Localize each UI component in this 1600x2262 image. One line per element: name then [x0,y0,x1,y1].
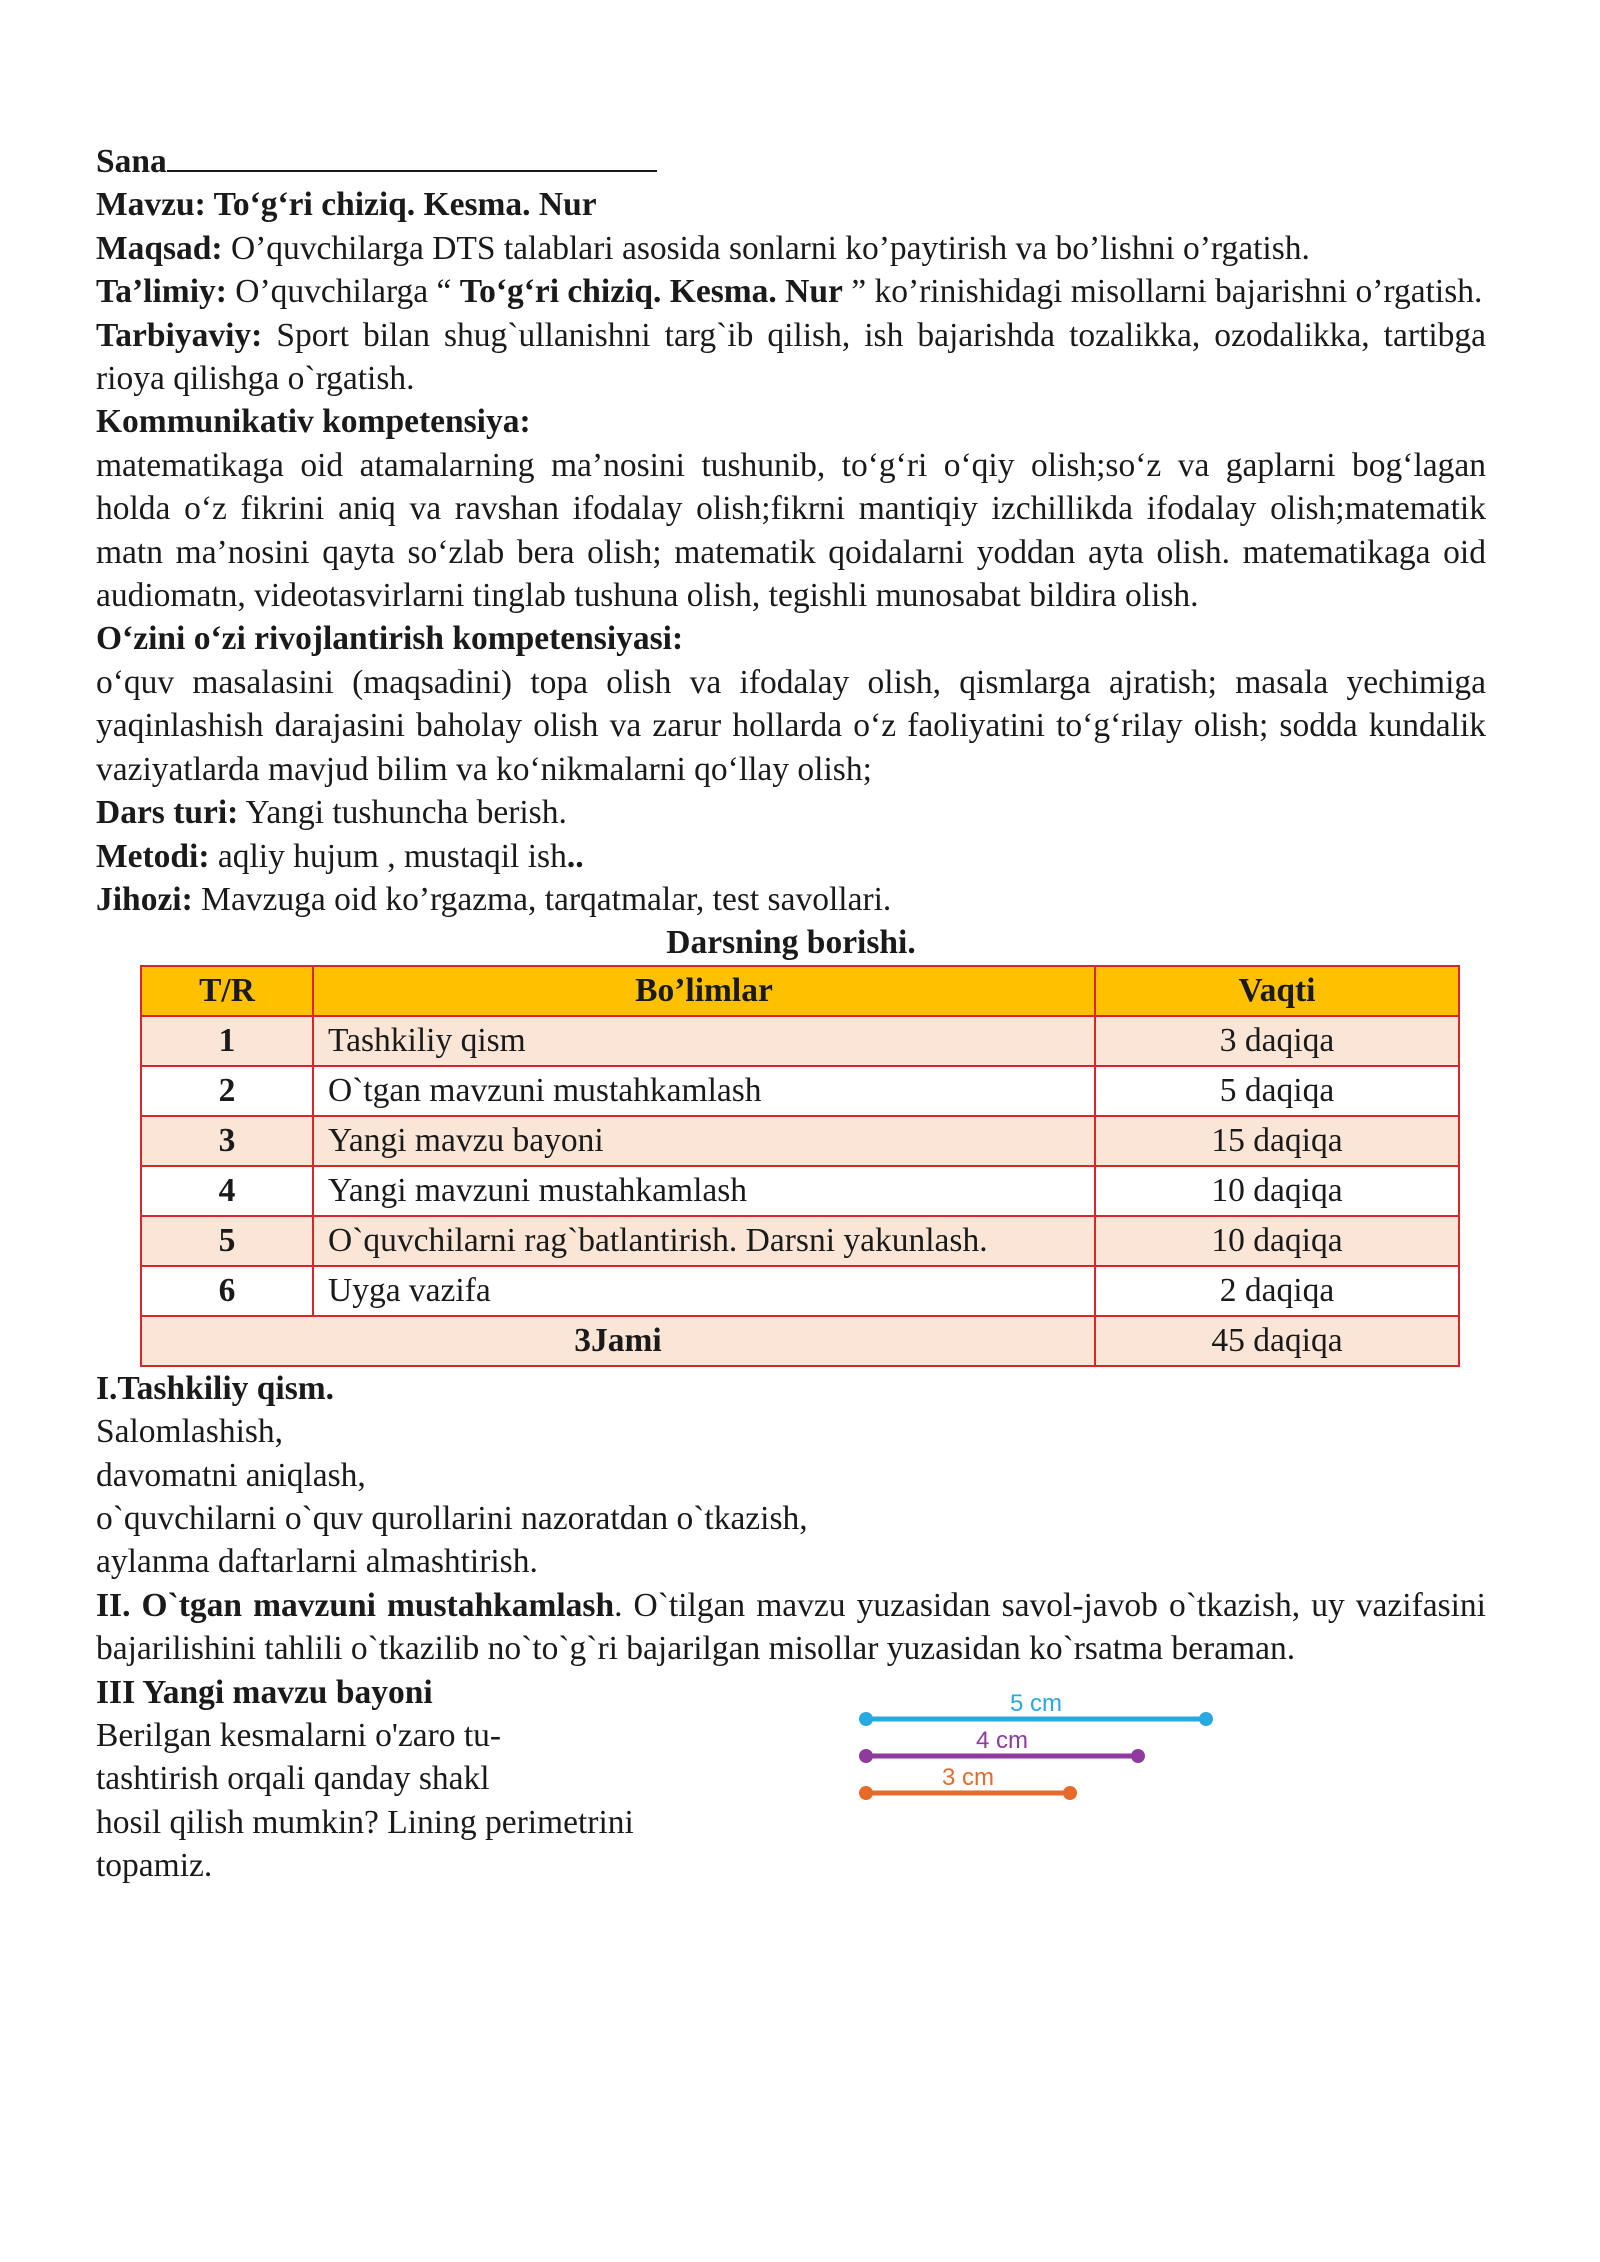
segment-endpoint [859,1749,873,1763]
row-number: 2 [141,1066,313,1116]
header-time: Vaqti [1095,966,1459,1016]
section1-item: aylanma daftarlarni almashtirish. [96,1543,538,1581]
segment-label: 3 cm [941,1763,995,1791]
table-row [141,1166,1459,1216]
section3-line: Berilgan kesmalarni o'zaro tu- [96,1716,502,1754]
table-row [141,1016,1459,1066]
total-label: 3Jami [141,1316,1095,1366]
date-row [96,140,1486,183]
section1-item: Salomlashish, [96,1413,284,1451]
segment-endpoint [1199,1712,1213,1726]
row-number: 5 [141,1216,313,1266]
edu-text-2: ” ko’rinishidagi misollarni bajarishni o’rgatish. [842,273,1483,311]
segment-endpoint [859,1786,873,1800]
section3-title-text: III Yangi mavzu bayoni [96,1673,433,1711]
topic-row [96,183,1486,226]
equip-label: Jihozi: [96,880,193,918]
row-number: 3 [141,1116,313,1166]
row-section: Uyga vazifa [313,1266,1095,1316]
section3-line: topamiz. [96,1847,213,1885]
edu-row [96,270,1486,313]
section1-item: o`quvchilarni o`quv qurollarini nazoratdan o`tkazish, [96,1499,808,1537]
table-total-row [141,1316,1459,1366]
self-label: O‘zini o‘zi rivojlantirish kompetensiyasi: [96,620,684,658]
row-section: O`tgan mavzuni mustahkamlash [313,1066,1095,1116]
edu-text-1: O’quvchilarga “ [235,273,460,311]
total-time: 45 daqiqa [1095,1316,1459,1366]
plan-title [96,921,1486,964]
row-section: Yangi mavzu bayoni [313,1116,1095,1166]
row-time: 15 daqiqa [1095,1116,1459,1166]
row-number: 4 [141,1166,313,1216]
date-label: Sana [96,143,167,180]
self-text: o‘quv masalasini (maqsadini) topa olish va ifodalay olish, qismlarga ajratish; masala yechimiga yaqinlashish darajasini baholay olish va zarur hollarda o‘z faoliyatini to‘g‘rilay olish; sodda kundalik vaziyatlarda mavjud bilim va ko‘nikmalarni qo‘llay olish; [96,663,1486,788]
upbringing-text: Sport bilan shug`ullanishni targ`ib qilish, ish bajarishda tozalikka, ozodalikka, tartibga rioya qilishga o`rgatish. [96,316,1486,398]
header-tr: T/R [141,966,313,1016]
comm-text: matematikaga oid atamalarning ma’nosini tushunib, to‘g‘ri o‘qiy olish;so‘z va gaplarni bog‘lagan holda o‘z fikrini aniq va ravshan ifodalay olish;fikrni mantiqiy izchillikda ifodalay olish;matematik matn ma’nosini qayta so‘zlab bera olish; matematik qoidalarni yoddan ayta olish. matematikaga oid audiomatn, videotasvirlarni tinglab tushuna olish, tegishli munosabat bildira olish. [96,446,1486,615]
self-heading [96,617,1486,660]
section2-text: . O`tilgan mavzu yuzasidan savol-javob o`tkazish, uy vazifasini bajarilishini tahlili o`tkazilib no`to`g`ri bajarilgan misollar yuzasidan ko`rsatma beraman. [96,1586,1486,1668]
segment-endpoint [1063,1786,1077,1800]
edu-topic: To‘g‘ri chiziq. Kesma. Nur [459,273,843,311]
plan-title-text: Darsning borishi. [666,924,916,962]
method-row [96,835,1486,878]
segment-endpoint [859,1712,873,1726]
section1-title-text: I.Tashkiliy qism. [96,1369,335,1407]
row-time: 3 daqiqa [1095,1016,1459,1066]
topic-value: To‘g‘ri chiziq. Kesma. Nur [213,186,597,224]
segment-endpoint [1131,1749,1145,1763]
section1-title [96,1367,1486,1410]
comm-heading [96,400,1486,443]
row-time: 10 daqiqa [1095,1216,1459,1266]
equip-text: Mavzuga oid ko’rgazma, tarqatmalar, test savollari. [201,880,892,918]
comm-label: Kommunikativ kompetensiya: [96,403,531,441]
goal-label: Maqsad: [96,229,223,267]
section3-line: hosil qilish mumkin? Lining perimetrini [96,1803,634,1841]
type-row [96,791,1486,834]
table-row [141,1216,1459,1266]
table-row [141,1266,1459,1316]
row-number: 6 [141,1266,313,1316]
type-label: Dars turi: [96,794,239,832]
table-header-row [141,966,1459,1016]
date-blank [167,140,657,172]
section3-question [96,1714,736,1888]
header-sections: Bo’limlar [313,966,1095,1016]
row-section: O`quvchilarni rag`batlantirish. Darsni yakunlash. [313,1216,1095,1266]
method-text: aqliy hujum , mustaqil ish [217,837,567,875]
row-time: 2 daqiqa [1095,1266,1459,1316]
segment-label: 5 cm [1009,1689,1063,1717]
section1-item: davomatni aniqlash, [96,1456,366,1494]
edu-label: Ta’limiy: [96,273,227,311]
row-time: 10 daqiqa [1095,1166,1459,1216]
section2 [96,1584,1486,1671]
section2-title: II. O`tgan mavzuni mustahkamlash [96,1586,615,1624]
type-text: Yangi tushuncha berish. [245,794,567,832]
section3 [96,1671,1486,1891]
section3-title [96,1671,1486,1714]
upbringing-row [96,314,1486,401]
upbringing-label: Tarbiyaviy: [96,316,263,354]
table-row [141,1066,1459,1116]
section3-line: tashtirish orqali qanday shakl [96,1760,490,1798]
method-label: Metodi: [96,837,210,875]
row-number: 1 [141,1016,313,1066]
table-row [141,1116,1459,1166]
topic-label: Mavzu: [96,186,206,224]
lesson-plan-page [96,140,1486,1891]
segments-figure [856,1685,1276,1825]
lesson-plan-table [140,965,1460,1367]
equip-row [96,878,1486,921]
row-section: Tashkiliy qism [313,1016,1095,1066]
row-time: 5 daqiqa [1095,1066,1459,1116]
method-end: .. [566,837,584,875]
segment-label: 4 cm [975,1726,1029,1754]
goal-row [96,227,1486,270]
row-section: Yangi mavzuni mustahkamlash [313,1166,1095,1216]
goal-text: O’quvchilarga DTS talablari asosida sonlarni ko’paytirish va bo’lishni o’rgatish. [230,229,1310,267]
